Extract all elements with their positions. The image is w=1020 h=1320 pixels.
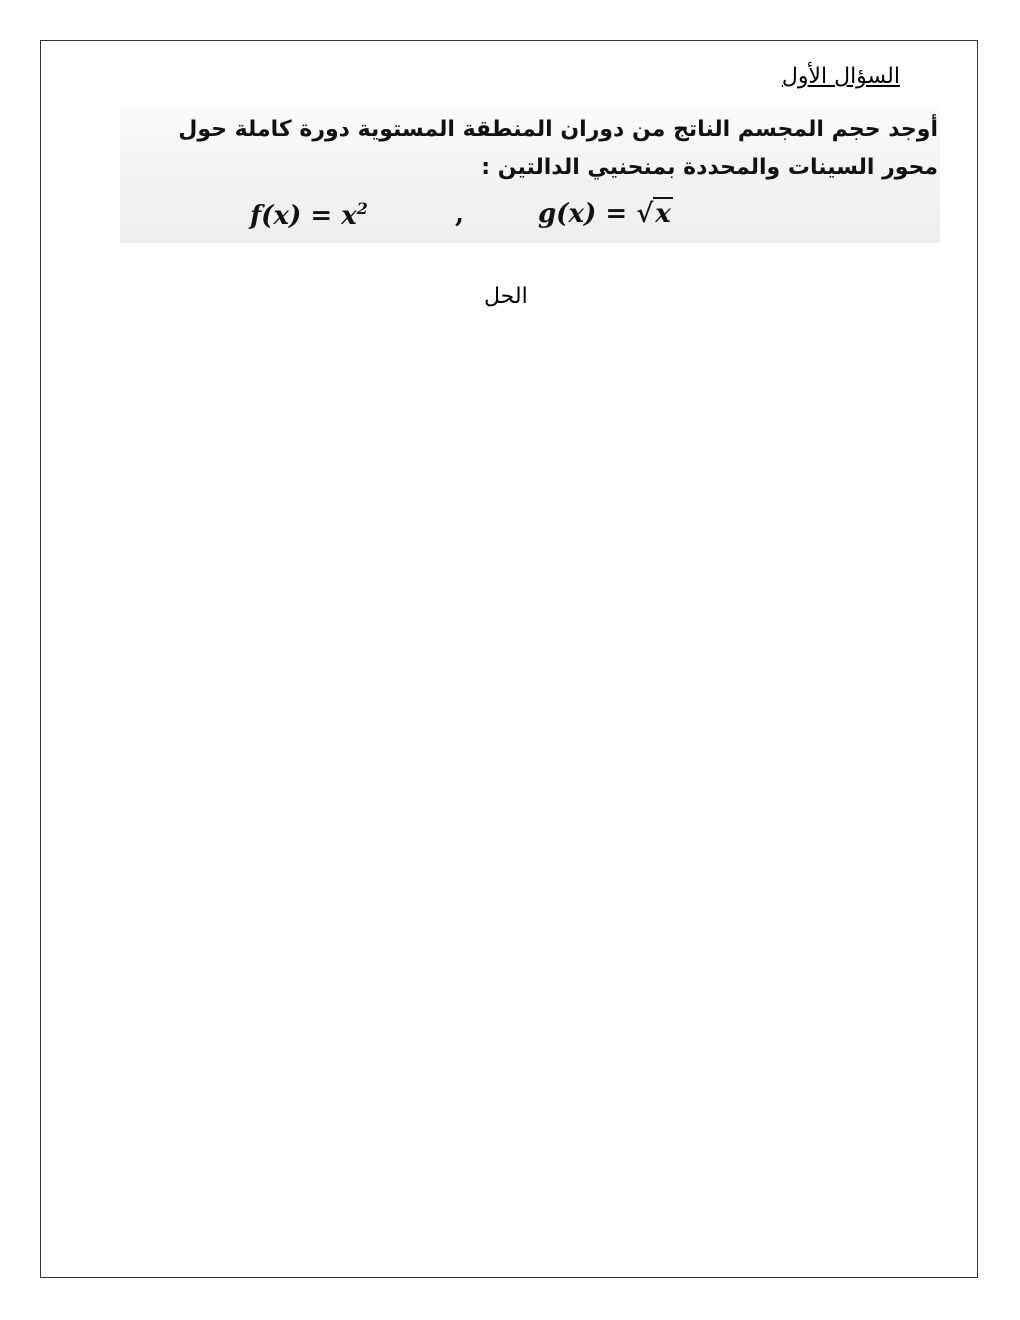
formula-f bbox=[250, 199, 368, 231]
question-title: السؤال الأول bbox=[781, 64, 900, 89]
formula-separator: , bbox=[455, 199, 465, 229]
formula-f-lhs: f(x) = bbox=[250, 201, 333, 231]
formula-g-lhs: g(x) = bbox=[538, 199, 628, 229]
problem-text-line-1: أوجد حجم المجسم الناتج من دوران المنطقة المستوية دورة كاملة حول bbox=[178, 117, 938, 142]
formula-g-radicand: x bbox=[655, 199, 671, 229]
formula-g bbox=[538, 199, 673, 229]
problem-statement bbox=[120, 105, 940, 243]
problem-text bbox=[138, 111, 938, 187]
sqrt-icon: √ bbox=[636, 199, 654, 229]
problem-text-line-2: محور السينات والمحددة بمنحنيي الدالتين : bbox=[481, 155, 938, 180]
formula-f-base: x bbox=[341, 201, 357, 231]
formula-f-exponent: 2 bbox=[356, 199, 368, 218]
solution-label: الحل bbox=[484, 284, 528, 309]
formula-row bbox=[120, 191, 940, 239]
